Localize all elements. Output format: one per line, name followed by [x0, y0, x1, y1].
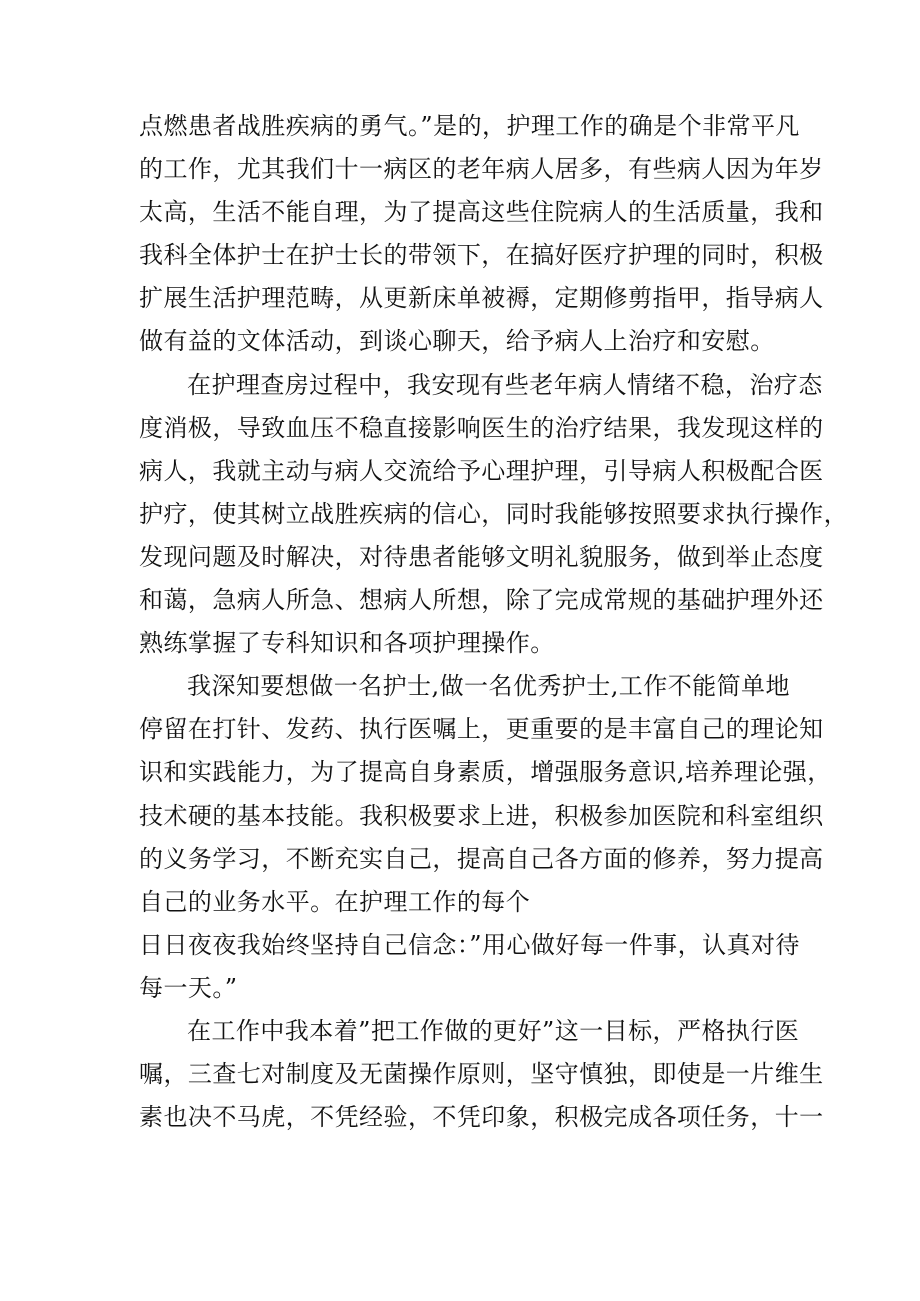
text-line: 的义务学习，不断充实自己，提高自己各方面的修养，努力提高: [139, 844, 824, 873]
text-line: 护疗，使其树立战胜疾病的信心，同时我能够按照要求执行操作，: [139, 499, 849, 528]
text-line: 自己的业务水平。在护理工作的每个: [139, 887, 531, 916]
text-line: 做有益的文体活动，到谈心聊天，给予病人上治疗和安慰。: [139, 327, 775, 356]
text-line: 日日夜夜我始终坚持自己信念：”用心做好每一件事，认真对待: [139, 930, 800, 959]
paragraph-start-line: 在工作中我本着”把工作做的更好”这一目标，严格执行医: [187, 1016, 800, 1045]
document-body: [139, 105, 849, 1139]
text-line: 熟练掌握了专科知识和各项护理操作。: [139, 629, 555, 658]
text-line: 每一天。”: [139, 973, 238, 1002]
paragraph-start-line: 我深知要想做一名护士,做一名优秀护士,工作不能简单地: [187, 672, 790, 701]
text-line: 发现问题及时解决，对待患者能够文明礼貌服务，做到举止态度: [139, 542, 824, 571]
text-line: 素也决不马虎，不凭经验，不凭印象，积极完成各项任务，十一: [139, 1103, 824, 1132]
text-line: 的工作，尤其我们十一病区的老年病人居多，有些病人因为年岁: [139, 155, 824, 184]
text-line: 识和实践能力，为了提高自身素质，增强服务意识,培养理论强，: [139, 758, 832, 787]
text-line: 技术硬的基本技能。我积极要求上进，积极参加医院和科室组织: [139, 801, 824, 830]
text-line: 嘱，三查七对制度及无菌操作原则，坚守慎独，即使是一片维生: [139, 1060, 824, 1089]
text-line: 我科全体护士在护士长的带领下，在搞好医疗护理的同时，积极: [139, 241, 824, 270]
text-line: 太高，生活不能自理，为了提高这些住院病人的生活质量，我和: [139, 198, 824, 227]
text-line: 停留在打针、发药、执行医嘱上，更重要的是丰富自己的理论知: [139, 715, 824, 744]
text-line: 病人，我就主动与病人交流给予心理护理，引导病人积极配合医: [139, 456, 824, 485]
text-line: 扩展生活护理范畴，从更新床单被褥，定期修剪指甲，指导病人: [139, 284, 824, 313]
paragraph-start-line: 在护理查房过程中，我安现有些老年病人情绪不稳，治疗态: [187, 370, 823, 399]
text-line: 和蔼，急病人所急、想病人所想，除了完成常规的基础护理外还: [139, 586, 824, 615]
text-line: 点燃患者战胜疾病的勇气。”是的，护理工作的确是个非常平凡: [139, 112, 800, 140]
text-line: 度消极，导致血压不稳直接影响医生的治疗结果，我发现这样的: [139, 413, 824, 442]
